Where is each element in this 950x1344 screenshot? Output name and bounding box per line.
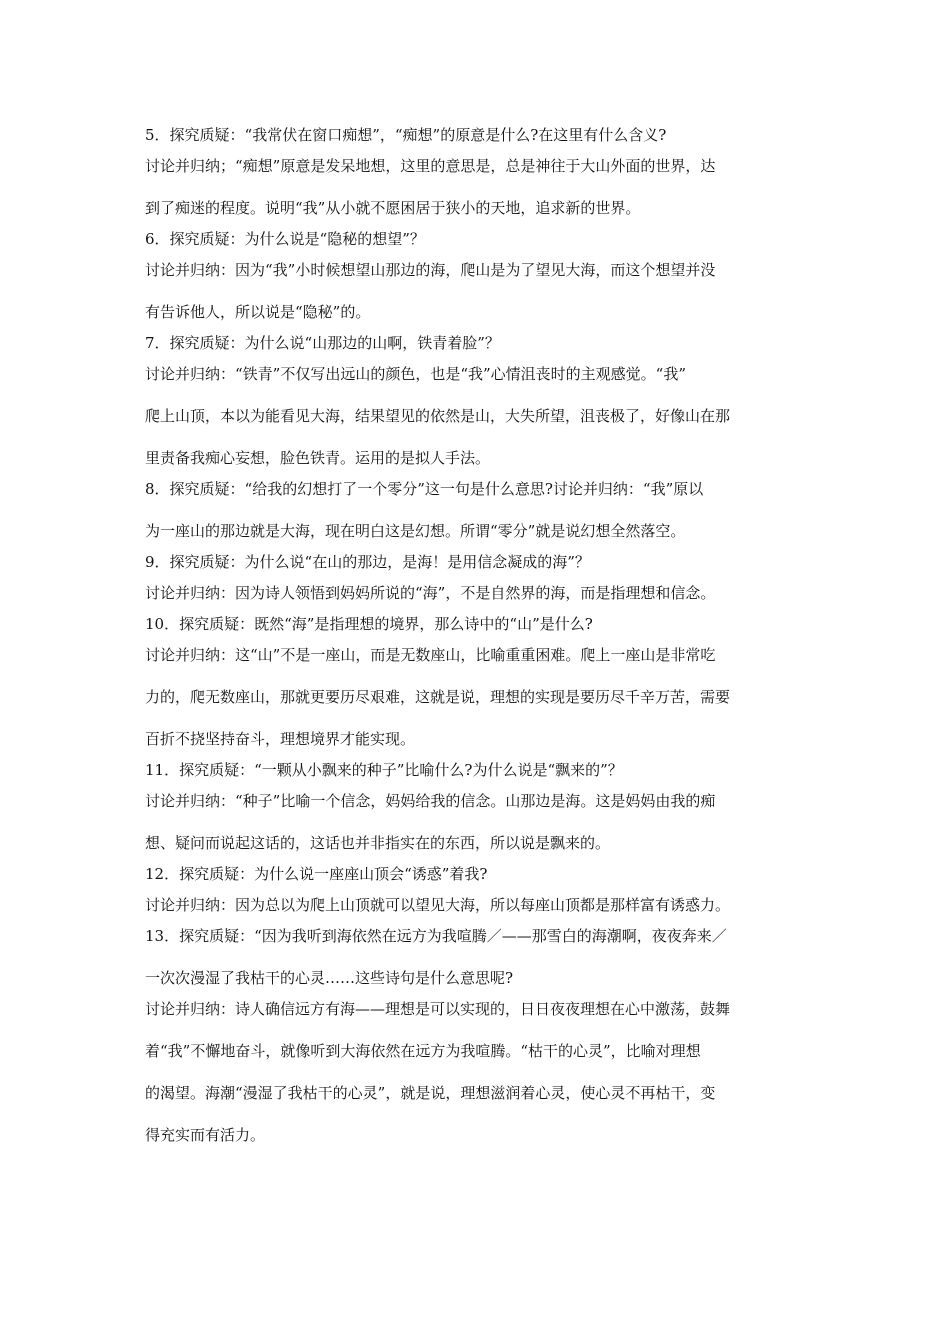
question-8: 8．探究质疑：“给我的幻想打了一个零分”这一句是什么意思?讨论并归纳：“我”原以: [145, 480, 704, 498]
answer-10-line-1: 讨论并归纳：这“山”不是一座山，而是无数座山，比喻重重困难。爬上一座山是非常吃: [145, 646, 716, 664]
answer-12: 讨论并归纳：因为总以为爬上山顶就可以望见大海，所以每座山顶都是那样富有诱惑力。: [145, 896, 731, 914]
document-body: [145, 124, 810, 1147]
answer-8: 为一座山的那边就是大海，现在明白这是幻想。所谓“零分”就是说幻想全然落空。: [145, 522, 686, 540]
answer-11-line-1: 讨论并归纳：“种子”比喻一个信念，妈妈给我的信念。山那边是海。这是妈妈由我的痴: [145, 792, 716, 810]
question-9: 9．探究质疑：为什么说“在山的那边，是海！是用信念凝成的海”？: [145, 553, 590, 571]
answer-13-line-4: 得充实而有活力。: [145, 1126, 266, 1144]
question-12: 12．探究质疑：为什么说一座座山顶会“诱惑”着我?: [145, 865, 488, 883]
question-5: 5．探究质疑：“我常伏在窗口痴想”，“痴想”的原意是什么?在这里有什么含义?: [145, 126, 667, 144]
answer-13-line-1: 讨论并归纳：诗人确信远方有海——理想是可以实现的，日日夜夜理想在心中激荡，鼓舞: [145, 1000, 731, 1018]
answer-5-line-1: 讨论并归纳；“痴想”原意是发呆地想，这里的意思是，总是神往于大山外面的世界，达: [145, 157, 716, 175]
question-13-line-2: 一次次漫湿了我枯干的心灵……这些诗句是什么意思呢?: [145, 969, 514, 987]
question-11: 11．探究质疑：“一颗从小飘来的种子”比喻什么?为什么说是“飘来的”？: [145, 761, 623, 779]
answer-7-line-1: 讨论并归纳：“铁青”不仅写出远山的颜色，也是“我”心情沮丧时的主观感觉。“我”: [145, 365, 687, 383]
answer-9: 讨论并归纳：因为诗人领悟到妈妈所说的“海”，不是自然界的海，而是指理想和信念。: [145, 584, 716, 602]
answer-10-line-2: 力的，爬无数座山，那就更要历尽艰难，这就是说，理想的实现是要历尽千辛万苦，需要: [145, 688, 731, 706]
question-6: 6．探究质疑：为什么说是“隐秘的想望”？: [145, 230, 425, 248]
answer-7-line-2: 爬上山顶，本以为能看见大海，结果望见的依然是山，大失所望，沮丧极了，好像山在那: [145, 407, 731, 425]
answer-11-line-2: 想、疑问而说起这话的，这话也并非指实在的东西，所以说是飘来的。: [145, 834, 611, 852]
answer-5-line-2: 到了痴迷的程度。说明“我”从小就不愿困居于狭小的天地，追求新的世界。: [145, 199, 641, 217]
answer-10-line-3: 百折不挠坚持奋斗，理想境界才能实现。: [145, 730, 416, 748]
answer-6-line-2: 有告诉他人，所以说是“隐秘”的。: [145, 303, 371, 321]
answer-7-line-3: 里责备我痴心妄想，脸色铁青。运用的是拟人手法。: [145, 449, 491, 467]
question-13-line-1: 13．探究质疑：“因为我听到海依然在远方为我喧腾／——那雪白的海潮啊，夜夜奔来／: [145, 927, 727, 945]
answer-6-line-1: 讨论并归纳：因为“我”小时候想望山那边的海，爬山是为了望见大海，而这个想望并没: [145, 261, 716, 279]
answer-13-line-2: 着“我”不懈地奋斗，就像听到大海依然在远方为我喧腾。“枯干的心灵”，比喻对理想: [145, 1042, 701, 1060]
question-10: 10．探究质疑：既然“海”是指理想的境界，那么诗中的“山”是什么?: [145, 615, 593, 633]
answer-13-line-3: 的渴望。海潮“漫湿了我枯干的心灵”，就是说，理想滋润着心灵，使心灵不再枯干，变: [145, 1084, 716, 1102]
question-7: 7．探究质疑：为什么说“山那边的山啊，铁青着脸”？: [145, 334, 500, 352]
